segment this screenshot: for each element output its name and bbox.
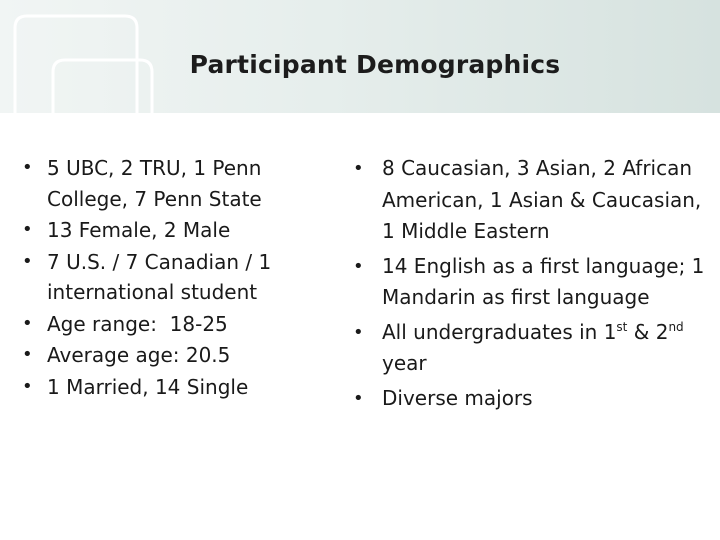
list-item-text-part: All undergraduates in 1 <box>382 319 617 344</box>
bullet-icon: • <box>22 344 33 365</box>
bullet-icon: • <box>22 312 33 334</box>
bullet-icon: • <box>353 387 364 409</box>
list-item <box>351 153 717 248</box>
list-item-text: Diverse majors <box>382 385 533 410</box>
list-item-text: 7 U.S. / 7 Canadian / 1 international student <box>47 249 272 304</box>
list-item-text: 5 UBC, 2 TRU, 1 Penn College, 7 Penn State <box>47 156 262 211</box>
bullet-icon: • <box>353 321 364 343</box>
slide-title: Participant Demographics <box>189 50 561 79</box>
list-item <box>20 215 320 246</box>
list-item-text: Age range: 18-25 <box>47 311 228 336</box>
bullet-icon: • <box>22 157 33 178</box>
list-item <box>20 247 320 308</box>
ordinal-suffix: st <box>616 319 628 334</box>
list-item-text: 14 English as a first language; 1 Mandarin as first language <box>382 253 705 309</box>
list-item <box>20 340 320 371</box>
list-item <box>20 153 320 214</box>
list-item-text: 8 Caucasian, 3 Asian, 2 African American, 1 Asian & Caucasian, 1 Middle Eastern <box>382 156 702 243</box>
bullet-icon: • <box>22 250 33 272</box>
left-bullet-column <box>20 153 320 402</box>
bullet-icon: • <box>353 158 364 179</box>
list-item <box>351 317 717 380</box>
list-item-text-part: year <box>382 351 427 375</box>
list-item-text-part: & 2 <box>627 319 669 344</box>
list-item <box>351 383 717 415</box>
list-item-text: 13 Female, 2 Male <box>47 218 231 242</box>
list-item <box>20 372 320 403</box>
list-item-text <box>382 320 684 376</box>
left-bullet-list <box>20 153 320 402</box>
list-item-text: Average age: 20.5 <box>47 343 231 367</box>
bullet-icon: • <box>353 255 364 277</box>
right-bullet-list <box>351 153 717 414</box>
list-item <box>351 251 717 314</box>
right-bullet-column <box>351 153 717 414</box>
list-item <box>20 309 320 340</box>
ordinal-suffix: nd <box>668 319 684 334</box>
list-item-text: 1 Married, 14 Single <box>47 374 249 399</box>
bullet-icon: • <box>22 375 33 397</box>
bullet-icon: • <box>22 219 33 240</box>
